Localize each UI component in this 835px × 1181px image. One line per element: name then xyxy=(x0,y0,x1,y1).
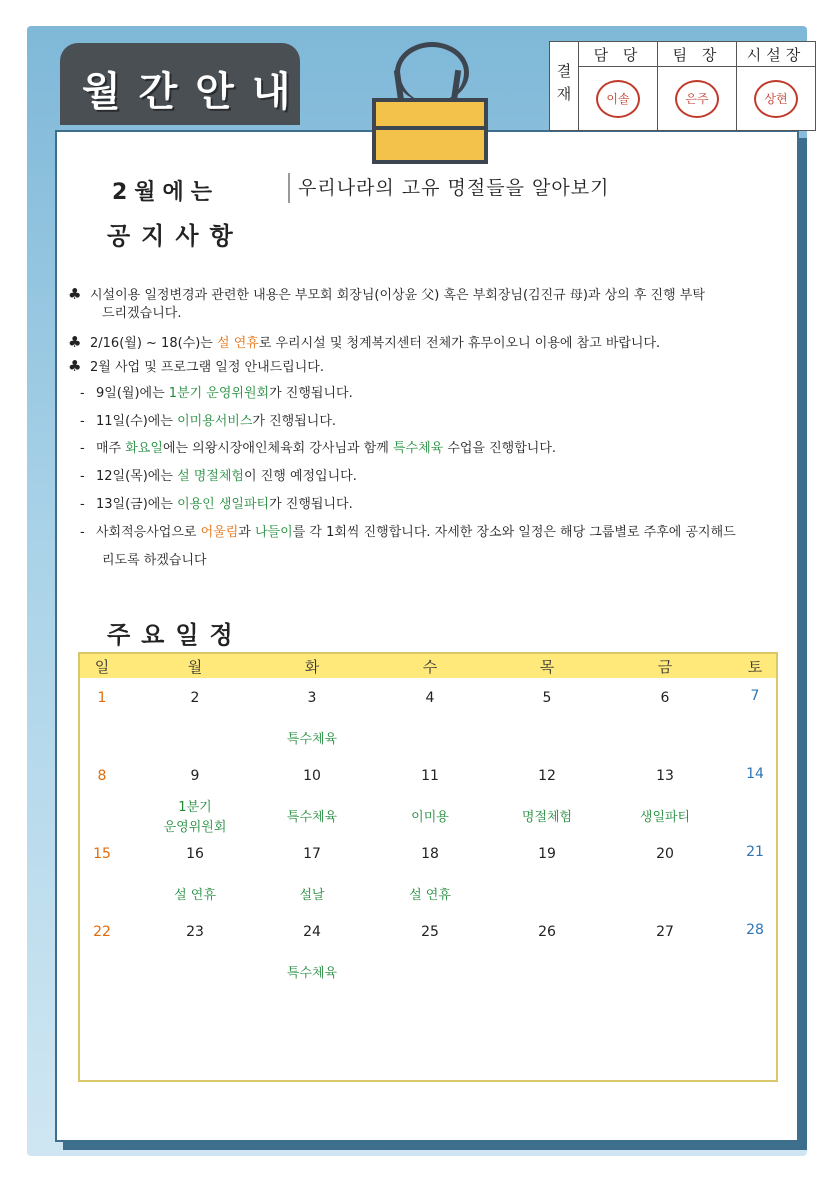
calendar-event-line: 설 연휴 xyxy=(174,888,216,903)
highlight-text: 설 연휴 xyxy=(217,336,259,351)
weekday-label: 목 xyxy=(539,658,555,676)
calendar-day: 11 xyxy=(421,768,439,784)
notice-text: 9일(월)에는 xyxy=(96,386,169,401)
calendar-day: 25 xyxy=(421,924,439,940)
calendar-day: 20 xyxy=(656,846,674,862)
notice-line xyxy=(68,496,353,514)
notice-text: 리도록 하겠습니다 xyxy=(102,553,207,568)
notice-text: 에는 의왕시장애인체육회 강사님과 함께 xyxy=(162,441,393,456)
notice-heading: 공지사항 xyxy=(107,222,244,250)
calendar-day: 22 xyxy=(93,924,111,940)
notice-text: 사회적응사업으로 xyxy=(96,525,201,540)
weekday-label: 수 xyxy=(422,658,438,676)
notice-text: 11일(수)에는 xyxy=(96,414,178,429)
calendar-day: 2 xyxy=(190,690,200,706)
calendar-day: 3 xyxy=(307,690,317,706)
calendar-day: 18 xyxy=(421,846,439,862)
notice-line xyxy=(68,285,705,305)
calendar-day: 6 xyxy=(660,690,670,706)
weekday-label: 토 xyxy=(747,658,763,676)
calendar-day: 21 xyxy=(746,844,764,860)
schedule-calendar xyxy=(78,652,778,1082)
calendar-event xyxy=(164,798,227,838)
list-dash: - xyxy=(80,525,85,540)
notice-text: 를 각 1회씩 진행합니다. 자세한 장소와 일정은 해당 그룹별로 주후에 공지해드 xyxy=(292,525,736,540)
highlight-text: 설 명절체험 xyxy=(177,469,244,484)
calendar-day: 12 xyxy=(538,768,556,784)
approval-col-team-lead: 팀 장 xyxy=(658,42,737,67)
highlight-text: 1분기 운영위원회 xyxy=(168,386,270,401)
approval-col-director: 시설장 xyxy=(737,42,816,67)
notice-text: 가 진행됩니다. xyxy=(269,386,353,401)
calendar-day: 5 xyxy=(542,690,552,706)
club-icon: ♣ xyxy=(68,357,82,375)
highlight-text: 어울림 xyxy=(200,525,239,540)
list-dash: - xyxy=(80,441,85,456)
list-dash: - xyxy=(80,469,85,484)
notice-text: 가 진행됩니다. xyxy=(252,414,337,429)
approval-box xyxy=(549,41,816,131)
notice-text: 이 진행 예정입니다. xyxy=(244,469,357,484)
calendar-day: 27 xyxy=(656,924,674,940)
calendar-event-line: 특수체육 xyxy=(286,966,338,981)
calendar-day: 26 xyxy=(538,924,556,940)
notice-line xyxy=(68,552,207,570)
highlight-text: 이미용서비스 xyxy=(177,414,253,429)
notice-text: 12일(목)에는 xyxy=(96,469,178,484)
notice-text: 과 xyxy=(238,525,255,540)
calendar-event xyxy=(299,886,324,906)
calendar-event-line: 특수체육 xyxy=(286,732,338,747)
notice-text: 가 진행됩니다. xyxy=(269,497,353,512)
notice-text: 매주 xyxy=(96,441,126,456)
club-icon: ♣ xyxy=(68,333,82,351)
notice-text: 로 우리시설 및 청계복지센터 전체가 휴무이오니 이용에 참고 바랍니다. xyxy=(258,336,661,351)
notice-text: 13일(금)에는 xyxy=(96,497,178,512)
calendar-event xyxy=(409,886,451,906)
notice-text: 수업을 진행합니다. xyxy=(443,441,557,456)
calendar-day: 19 xyxy=(538,846,556,862)
calendar-event xyxy=(522,808,572,828)
calendar-day: 10 xyxy=(303,768,321,784)
list-dash: - xyxy=(80,386,85,401)
calendar-event-line: 특수체육 xyxy=(286,810,338,825)
page-title: 월간안내 xyxy=(82,69,309,115)
notice-line xyxy=(68,524,736,542)
calendar-event-line: 명절체험 xyxy=(521,810,573,825)
notice-line xyxy=(68,440,556,458)
calendar-day: 15 xyxy=(93,846,111,862)
calendar-day: 7 xyxy=(750,688,760,704)
calendar-event-line: 이미용 xyxy=(411,810,449,825)
notice-text: 2/16(월) ~ 18(수)는 xyxy=(90,336,217,351)
calendar-day: 9 xyxy=(190,768,200,784)
calendar-event-line: 1분기 xyxy=(178,800,212,815)
highlight-text: 화요일 xyxy=(125,441,163,456)
seal-stamp-team-lead: 은주 xyxy=(675,80,719,118)
notice-text: 2월 사업 및 프로그램 일정 안내드립니다. xyxy=(90,360,324,375)
notice-line xyxy=(68,468,357,486)
calendar-event-line: 운영위원회 xyxy=(163,820,227,835)
list-dash: - xyxy=(80,414,85,429)
calendar-day: 4 xyxy=(425,690,435,706)
calendar-event xyxy=(640,808,690,828)
month-theme: 우리나라의 고유 명절들을 알아보기 xyxy=(288,173,609,203)
weekday-label: 월 xyxy=(187,658,203,676)
notice-text: 드리겠습니다. xyxy=(102,306,182,321)
highlight-text: 나들이 xyxy=(255,525,293,540)
approval-side-label: 결재 xyxy=(550,42,579,131)
calendar-event-line: 설날 xyxy=(299,888,325,903)
weekday-label: 화 xyxy=(304,658,320,676)
calendar-day: 1 xyxy=(97,690,107,706)
list-dash: - xyxy=(80,497,85,512)
calendar-event xyxy=(411,808,449,828)
calendar-event xyxy=(287,964,337,984)
calendar-day: 14 xyxy=(746,766,764,782)
schedule-heading: 주요일정 xyxy=(107,621,244,649)
notice-line xyxy=(68,385,353,403)
seal-stamp-staff: 이솔 xyxy=(596,80,640,118)
calendar-event xyxy=(287,808,337,828)
calendar-event xyxy=(287,730,337,750)
calendar-event-line: 설 연휴 xyxy=(409,888,451,903)
notice-text: 시설이용 일정변경과 관련한 내용은 부모회 회장님(이상윤 父) 혹은 부회장님(김진규 母)과 상의 후 진행 부탁 xyxy=(90,288,705,303)
calendar-weekday-header xyxy=(80,654,776,678)
notice-line xyxy=(68,357,324,377)
notice-line xyxy=(68,333,660,353)
calendar-day: 23 xyxy=(186,924,204,940)
seal-stamp-director: 상현 xyxy=(754,80,798,118)
approval-col-staff: 담 당 xyxy=(579,42,658,67)
highlight-text: 특수체육 xyxy=(392,441,444,456)
weekday-label: 금 xyxy=(657,658,673,676)
club-icon: ♣ xyxy=(68,285,82,303)
calendar-day: 13 xyxy=(656,768,674,784)
calendar-event xyxy=(174,886,216,906)
month-heading: 2월에는 xyxy=(112,180,220,205)
weekday-label: 일 xyxy=(94,658,110,676)
calendar-event-line: 생일파티 xyxy=(639,810,691,825)
calendar-day: 24 xyxy=(303,924,321,940)
calendar-day: 17 xyxy=(303,846,321,862)
calendar-day: 8 xyxy=(97,768,107,784)
notice-line xyxy=(68,413,336,431)
notice-line xyxy=(68,305,181,323)
calendar-day: 16 xyxy=(186,846,204,862)
highlight-text: 이용인 생일파티 xyxy=(177,497,270,512)
calendar-day: 28 xyxy=(746,922,764,938)
